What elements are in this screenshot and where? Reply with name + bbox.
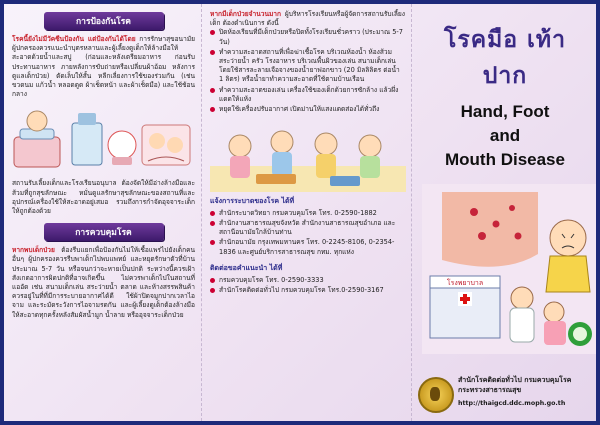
title-english-line-1: Hand, Foot	[460, 102, 550, 121]
bullet-icon	[210, 211, 215, 216]
prevention-paragraph-1	[12, 35, 195, 99]
list-item: กรมควบคุมโรค โทร. 0-2590-3333	[210, 276, 405, 286]
panel-cover	[412, 4, 596, 421]
notify-title: แจ้งการระบาดของโรค ได้ที่	[210, 197, 295, 206]
handwashing-illustration	[12, 105, 195, 175]
list-item: ทำความสะอาดสถานที่เพื่อฆ่าเชื้อโรค บริเวณห้องน้ำ ห้องส้วม สระว่ายน้ำ ครัว โรงอาหาร บริเวณพื้นผิวของเล่น สนามเด็กเล่น โดยใช้สารละลายเจือจางของน้ำยาฟอกขาว (20 มิลลิลิตร ต่อน้ำ 1 ลิตร) หรือน้ำยาทำความสะอาดที่ใช้ตามบ้านเรือน	[210, 48, 405, 85]
classroom-illustration	[210, 120, 405, 192]
org-line-1: สำนักโรคติดต่อทั่วไป กรมควบคุมโรค	[458, 376, 572, 384]
bullet-icon	[210, 30, 215, 35]
publisher-org	[458, 375, 571, 395]
bullet-icon	[210, 50, 215, 55]
list-item: หยุดใช้เครื่องปรับอากาศ เปิดม่านให้แสงแดดส่องได้ทั่วถึง	[210, 105, 405, 114]
bullet-icon	[210, 88, 215, 93]
outbreak-intro-body: ผู้บริหารโรงเรียนหรือผู้จัดการสถานรับเลี้ยงเด็ก ต้องดำเนินการ ดังนี้	[210, 10, 405, 28]
panel-outbreak	[202, 4, 412, 421]
bullet-icon	[210, 240, 215, 245]
outbreak-lead: หากมีเด็กป่วยจำนวนมาก	[210, 10, 281, 18]
website-url: http://thaigcd.ddc.moph.go.th	[458, 400, 566, 407]
title-english-line-3: Mouth Disease	[445, 150, 565, 169]
hospital-sign: โรงพยาบาล	[446, 279, 484, 287]
bullet-icon	[210, 107, 215, 112]
list-item: สำนักระบาดวิทยา กรมควบคุมโรค โทร. 0-2590-1882	[210, 209, 405, 219]
hand-and-clinic-drawing	[422, 184, 598, 354]
control-lead: หากพบเด็กป่วย	[12, 246, 55, 255]
prevention-paragraph-2: สถานรับเลี้ยงเด็กและโรงเรียนอนุบาล ต้องจัดให้มีอ่างล้างมือและส้วมที่ถูกสุขลักษณะ หมั่นดูแลรักษาสุขลักษณะของสถานที่และอุปกรณ์เครื่องใช้ให้สะอาดอยู่เสมอ รวมถึงการกำจัดอุจจาระเด็กให้ถูกต้องด้วย	[12, 179, 195, 216]
control-header: การควบคุมโรค	[44, 223, 164, 241]
bullet-icon	[210, 221, 215, 226]
classroom-drawing	[210, 120, 406, 192]
prevention-header: การป้องกันโรค	[44, 12, 164, 30]
ministry-seal-icon	[418, 377, 454, 413]
list-item: สำนักอนามัย กรุงเทพมหานคร โทร. 0-2245-8106, 0-2354-1836 และศูนย์บริการสาธารณสุข กทม. ทุกแห่ง	[210, 238, 405, 257]
publisher-footer	[418, 375, 592, 413]
control-paragraph	[12, 246, 195, 320]
prevention-body: การรักษาสุขอนามัย ผู้ปกครองควรแนะนำบุตรหลานและผู้เลี้ยงดูเด็กให้ล้างมือให้สะอาดด้วยน้ำและสบู่ (ก่อนและหลังเตรียมอาหาร ก่อนรับประทานอาหาร ภายหลังการขับถ่ายหรือเปลี่ยนผ้าอ้อม หลังการดูแลเด็กป่วย) ตัดเล็บให้สั้น หลีกเลี่ยงการใช้ของร่วมกัน (เช่น ขวดนม แก้วน้ำ หลอดดูด ผ้าเช็ดหน้า และผ้าเช็ดมือ) และใช้ช้อนกลาง	[12, 35, 195, 99]
outbreak-intro	[210, 10, 405, 28]
bullet-icon	[210, 288, 215, 293]
title-thai: โรคมือ เท้า ปาก	[443, 26, 566, 89]
prevention-lead: โรคนี้ยังไม่มีวัคซีนป้องกัน แต่ป้องกันได้โดย	[12, 35, 136, 43]
bullet-icon	[210, 278, 215, 283]
title-english-line-2: and	[489, 126, 521, 145]
info-title: ติดต่อขอคำแนะนำ ได้ที่	[210, 264, 283, 273]
list-item: สำนักงานสาธารณสุขจังหวัด สำนักงานสาธารณสุขอำเภอ และสถานีอนามัยใกล้บ้านท่าน	[210, 219, 405, 238]
control-body: ต้องรีบแยกเพื่อป้องกันไม่ให้เชื้อแพร่ไปยังเด็กคนอื่นๆ ผู้ปกครองควรรีบพาเด็กไปพบแพทย์ และหยุดรักษาตัวที่บ้านประมาณ 5-7 วัน หรือจนกว่าจะหายเป็นปกติ ระหว่างนี้ควรเฝ้าสังเกตอาการผิดปกติที่อาจเกิดขึ้น ไม่ควรพาเด็กไปในสถานที่แออัด เช่น สนามเด็กเล่น สระว่ายน้ำ ตลาด และห้างสรรพสินค้า ควรอยู่ในที่ที่มีการระบายอากาศได้ดี ใช้ผ้าปิดจมูกปากเวลาไอจาม และระมัดระวังการไอจามรดกัน และผู้เลี้ยงดูเด็กต้องล้างมือให้สะอาดทุกครั้งหลังสัมผัสน้ำมูก น้ำลาย หรืออุจจาระเด็กป่วย	[12, 246, 195, 319]
list-item: ทำความสะอาดของเล่น เครื่องใช้ของเด็กด้วยการซักล้าง แล้วผึ่งแดดให้แห้ง	[210, 86, 405, 104]
org-line-2: กระทรวงสาธารณสุข	[458, 386, 522, 394]
outbreak-actions	[210, 28, 405, 114]
handwashing-drawing	[12, 105, 196, 175]
cover-illustration	[422, 184, 598, 354]
list-item: สำนักโรคติดต่อทั่วไป กรมควบคุมโรค โทร.0-2590-3167	[210, 286, 405, 296]
list-item: ปิดห้องเรียนที่มีเด็กป่วยหรือปิดทั้งโรงเรียนชั่วคราว (ประมาณ 5-7 วัน)	[210, 28, 405, 46]
panel-prevention	[4, 4, 202, 421]
